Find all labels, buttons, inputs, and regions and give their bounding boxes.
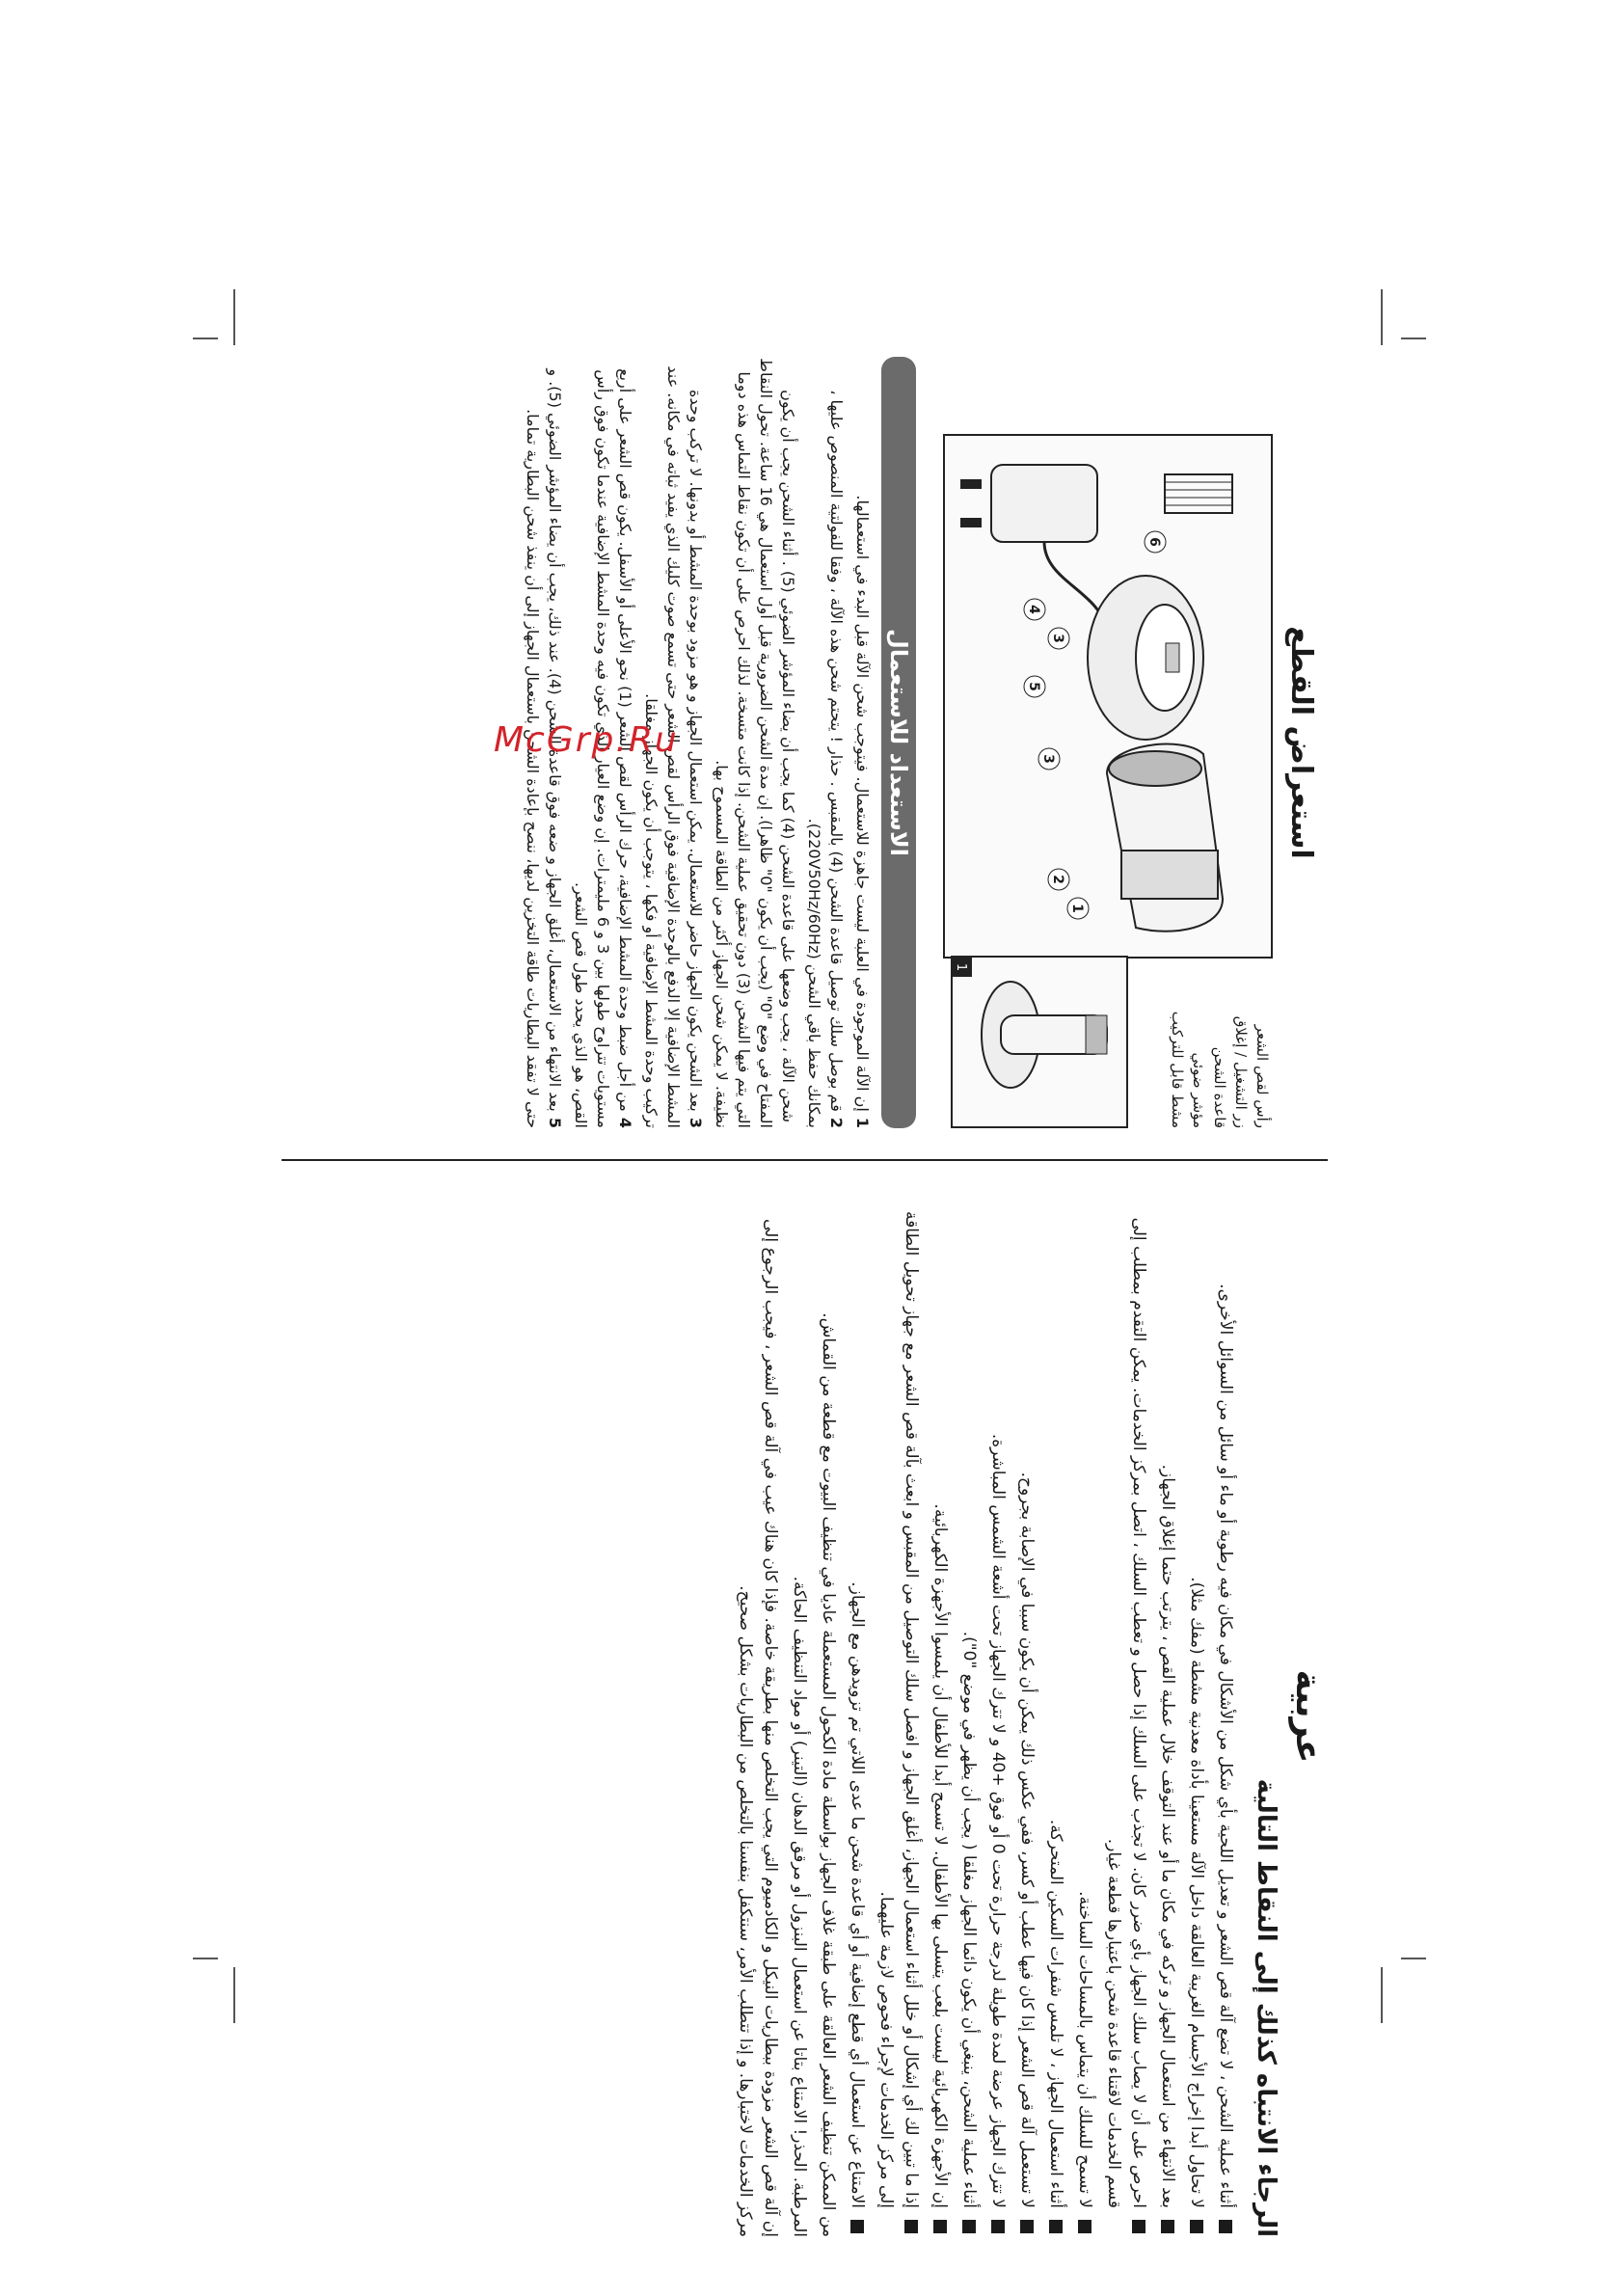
bullet-square-icon — [1132, 2220, 1145, 2233]
svg-text:4: 4 — [1026, 605, 1041, 614]
step-item: 5بعد الانتهاء من الاستعمال، أغلق الجهاز و ضعه فوق قاعدة الشحن (4). عند ذلك، يجب أن يضاء المؤشر الضوئي (5). و حتى لا تفقد البطاريات طاقة التخزين لديها، ننصح بإعادة الشحن باستعمال الجهاز إلى أن ينفذ شحن البطارية تماما. — [524, 368, 564, 1128]
warning-item: لا تحاول أبدا إخراج الأجسام الغريبة العالقة داخل الآلة مستعينا بأداة معدنية مشطة (مفك مثلا). — [1184, 1196, 1209, 2237]
svg-text:1: 1 — [1069, 904, 1085, 913]
bullet-square-icon — [1219, 2220, 1232, 2233]
watermark: McGrp.Ru — [494, 720, 679, 760]
warning-item: لا تسمح للسلك أن يتماس بالمساحات الساخنة. — [1072, 1196, 1097, 2237]
warnings-page — [277, 1196, 1328, 2237]
step-item: شحن الآلة ، يجب وضعها على قاعدة الشحن (4) كما يجب أن يضاء المؤشر الضوئي (5) . أثناء الشحن يجب أن يكون المفتاح في وضع "0" (يجب أن يكون "0" ظاهرا). إن مدة الشحن الضرورية قبل أول استعمال هي 16 ساعة. تحول النقاط التي يتم فيها الشحن (3) دون تحقيق عملية الشحن. إذا كانت متسخة. لذلك احرص على أن تكون نقاط التماس هذه دوما نظيفة. لا يمكن شحن الجهاز أكثر من الطاقة المسموح بها. — [713, 358, 797, 1128]
bullet-square-icon — [933, 2220, 947, 2233]
svg-text:5: 5 — [1026, 682, 1041, 691]
warning-item: الامتناع عن استعمال أي قطع إضافية أو أي قاعدة شحن ما عدى اللاتي تم تزويدهن مع الجهاز. — [845, 1196, 870, 2237]
bullet-square-icon — [1078, 2220, 1091, 2233]
parts-diagram — [943, 434, 1273, 959]
page-divider — [282, 1159, 1328, 1161]
charging-base-icon — [1088, 576, 1203, 740]
warning-list — [845, 1196, 1238, 2237]
callout-4 — [1024, 599, 1045, 620]
section-title: استعراض القطع — [1284, 626, 1318, 859]
comb-attachment-icon — [1165, 474, 1232, 513]
svg-text:3: 3 — [1050, 634, 1065, 643]
parts-illustration — [945, 436, 1271, 957]
warning-item: لا تستعمل آلة قص الشعر إذا كان فيها عطب أو كسر، ففي عكس ذلك يمكن أن يكون سببا في الإصابة بجروح. — [1014, 1196, 1039, 2237]
bullet-square-icon — [904, 2220, 918, 2233]
hair-clipper-icon — [1107, 744, 1223, 932]
cleaning-warning-paragraph: المرطبة. الحذر! الامتناع بتاتا عن استعمال البنزول أو مرقق الدهان (التينر) أو مواد التنظيف الحاكة. — [790, 1576, 809, 2237]
bullet-square-icon — [991, 2220, 1005, 2233]
clipper-on-base-illustration — [953, 958, 1126, 1126]
figure-number: 1 — [954, 962, 968, 972]
callout-3a — [1038, 748, 1060, 770]
overview-page — [277, 357, 1318, 1128]
battery-disposal-paragraph: إن آلة قص الشعر مزودة ببطاريات النيكل و الكادميوم التي يجب التخلص منها بطريقة خاصة. فإذا كان هناك عيب في آلة قص الشعر ، فيجب الرجوع إلى مركز الخدمات لاختبارها. و إذا تتطلب الأمر، سنتكفل بنفسنا بالتخلص من البطاريات بشكل صحيح. — [736, 1218, 780, 2237]
step-item: 3بعد الشحن يكون الجهاز حاضر للاستعمال. يمكن استعمال الجهاز و هو مزود بوحدة المشط أو بدونها. لا تركب وحدة المشط الإضافية إلا الدفع بالوحدة الإضافية فوق الرأس لقص الشعر حتى تسمع صوت كليك الذي يفيد ثباته في مكانه. عند تركيب وحدة المشط الإضافية أو فكها ، يتوجب أن يكون الجهاز مغلقا. — [642, 365, 705, 1128]
svg-text:2: 2 — [1050, 875, 1065, 884]
figure-1 — [951, 956, 1128, 1128]
bullet-square-icon — [850, 2220, 864, 2233]
warning-item: لا تترك الجهاز عرضة لمدة طويلة لدرجة حرارة تحت 0 أو فوق +40 و لا تترك الجهاز تحت أشعة الشمس المباشرة. — [985, 1196, 1011, 2237]
callout-5 — [1024, 676, 1045, 697]
bullet-square-icon — [1190, 2220, 1203, 2233]
callout-1 — [1067, 898, 1089, 919]
warning-item: إن الأجهزة الكهربائية ليست بلعب يتسلى بها الأطفال. لا تسمح أبدا للأطفال أن يلمسوا الأجهزة الكهربائية. — [928, 1196, 953, 2237]
figure-caption: رأس لقص الشعر زر التشغيل / إغلاق قاعدة الشحن مؤشر ضوئي مشط قابل للتركيب — [1169, 1011, 1271, 1128]
preparation-heading: الاستعداد للاستعمال — [881, 357, 916, 1128]
svg-text:6: 6 — [1146, 537, 1162, 547]
callout-2 — [1048, 869, 1069, 890]
callout-6 — [1145, 531, 1166, 553]
bullet-square-icon — [1049, 2220, 1063, 2233]
figures-area — [926, 357, 1273, 1128]
warning-item: أثناء استعمال الجهاز ، لا تلمس شفرات السكين المتحركة. — [1043, 1196, 1068, 2237]
warning-item: احرص على أن لا يصاب سلك الجهاز بأي ضرر كان. لا تجذب على السلك إذا حصل و تعطب السلك ، اتصل بمركز الخدمات. يمكن التقدم بمطلب إلى قسم الخدمات لاقتناء قاعدة شحن باعتبارها قطعة غيار. — [1101, 1196, 1151, 2237]
bullet-square-icon — [962, 2220, 976, 2233]
step-item: 4من أجل ضبط وحدة المشط الإضافية، حرك الرأس لقص الشعر (1) نحو الأعلى أو الأسفل. يكون قص الشعر على أربع مستويات تتراوح طولها بين 3 و 6 مليمترات. إن وضع العيار الذي تكون فيه وحدة المشط الإضافية عندما تكون فوق رأس القص، هو الذي يحدد طول قص الشعر. — [572, 368, 634, 1128]
step-item: 1إن الآلة الموجودة في العلبة ليست جاهزة للاستعمال. فيتوجب شحن الآلة قبل البدء في استعمالها. — [853, 495, 872, 1128]
step-item: 2قم بوصل سلك توصيل قاعدة الشحن (4) بالمقبس . حذار ! يتحتم شحن هذه الآلة ، وفقا للفولتية المنصوص عليها ، بمكانك حفظ باقي الشحن (220V50Hz/60Hz). — [805, 390, 846, 1128]
cleaning-paragraph: من الممكن تنظيف الشعر العالقة على طبقة غلاف الجهاز بواسطة مادة الكحول المستعملة عاديا في تنظيف البيوت مع قطعة من القماش. — [819, 1312, 838, 2237]
warning-item: إذا ما تبين لك أي إشكال أو خلل أثناء استعمال الجهاز، أغلق الجهاز و افصل سلك التوصيل من المقبس و ابعث بآلة قص الشعر مع جهاز تحويل الطاقة إلى مركز الخدمات لإجراء فحوص لازمة عليهما. — [874, 1196, 924, 2237]
warning-item: أثناء عملية الشحن، ينبغي أن يكون دائما الجهاز مغلقا ( يجب أن يظهر في موضع "0"). — [957, 1196, 982, 2237]
warning-item: أثناء عملية الشحن ، لا تضع آلة قص الشعر و تعديل اللحية بأي شكل من الأشكال في مكان فيه رطوبة أو ماء أو سائل من السوائل الأخرى. — [1213, 1196, 1238, 2237]
bullet-square-icon — [1161, 2220, 1174, 2233]
warning-item: بعد الانتهاء من استعمال الجهاز و تركه في مكان ما أو عند التوقف خلال عملية القص ، يترتب حتما إغلاق الجهاز. — [1155, 1196, 1180, 2237]
svg-text:3: 3 — [1040, 754, 1056, 764]
warning-heading: الرجاء الانتباه كذلك إلى النقاط التالية — [1252, 1778, 1280, 2237]
language-title: عربية — [1288, 1669, 1328, 1764]
bullet-square-icon — [1020, 2220, 1034, 2233]
callout-3b — [1048, 628, 1069, 649]
